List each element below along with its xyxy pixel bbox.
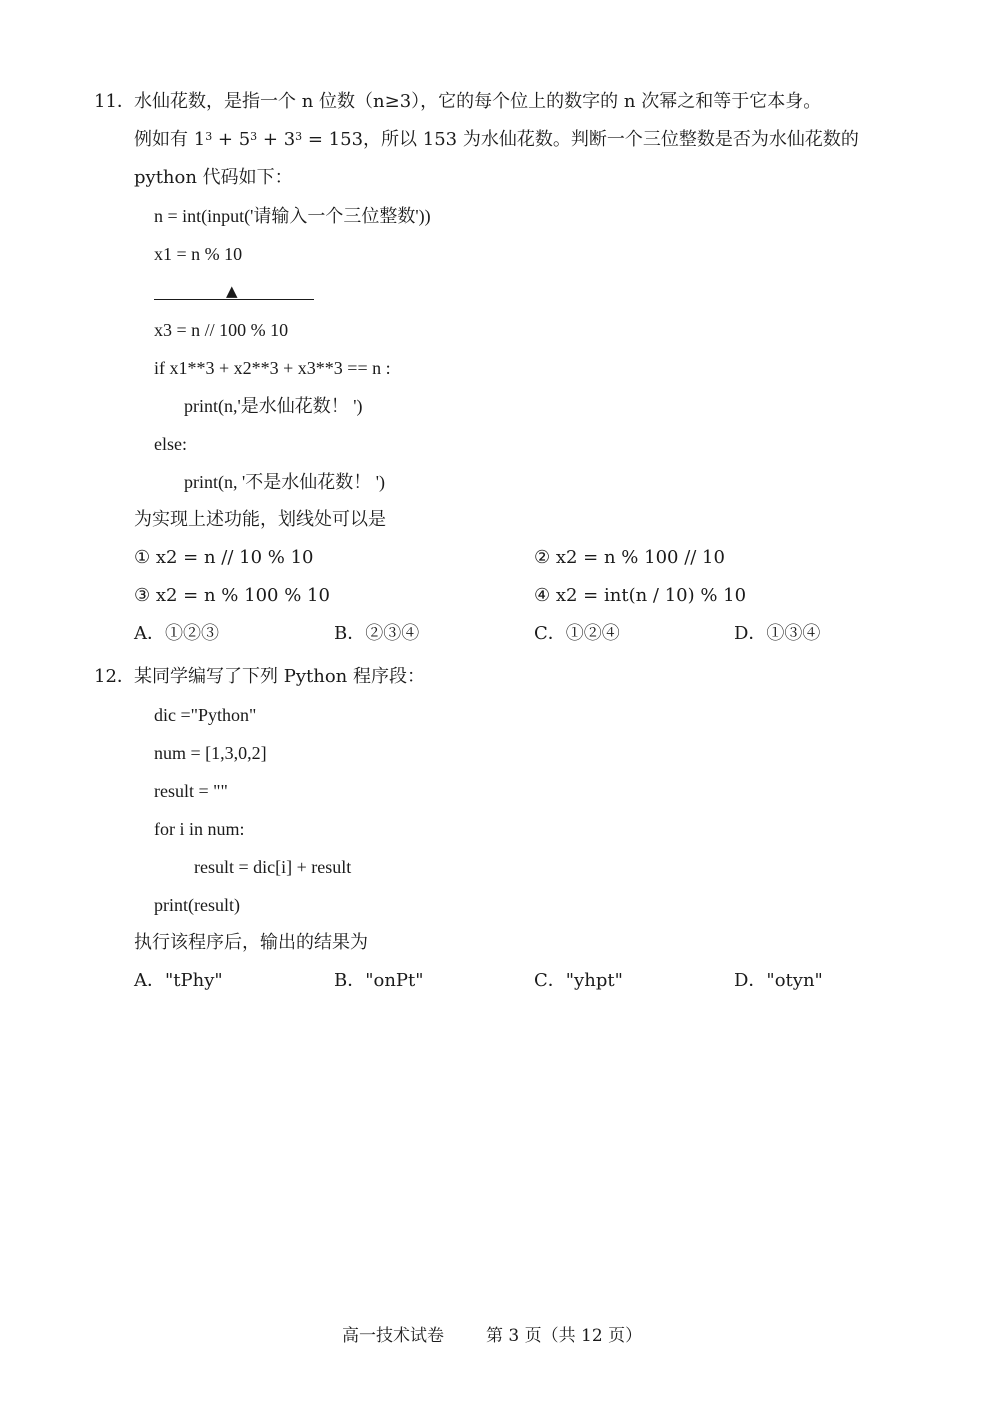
footer-page-number: 第 3 页（共 12 页） [486,1326,643,1346]
question-stem-line-3: python 代码如下： [134,167,293,188]
choice-d[interactable]: D．"otyn" [734,970,823,991]
code-line-2: num = [1,3,0,2] [154,743,267,763]
choice-c[interactable]: C．"yhpt" [534,970,623,991]
code-line-1: dic ="Python" [154,705,257,725]
choice-d[interactable]: D．①③④ [734,623,821,644]
code-line-3: x3 = n // 100 % 10 [154,320,289,340]
question-number: 12． [94,666,135,687]
question-prompt: 为实现上述功能，划线处可以是 [134,509,386,530]
code-line-7: print(n, '不是水仙花数！ ') [184,472,385,492]
question-stem: 某同学编写了下列 Python 程序段： [134,666,425,687]
statement-3: ③ x2 = n % 100 % 10 [134,585,330,606]
code-line-2: x1 = n % 10 [154,244,243,264]
choice-b[interactable]: B．②③④ [334,623,420,644]
footer-title: 高一技术试卷 [342,1326,444,1346]
code-line-6: else: [154,434,187,454]
question-prompt: 执行该程序后，输出的结果为 [134,932,368,953]
statement-1: ① x2 = n // 10 % 10 [134,547,314,568]
code-line-3: result = "" [154,781,228,801]
code-line-4: for i in num: [154,819,245,839]
code-line-6: print(result) [154,895,240,915]
question-stem-line-2: 例如有 $1^3 + 5^3 + 3^3 = 153$，所以 153 为水仙花数。判断一个三位整数是否为水仙花数的 [134,129,859,150]
question-number: 11． [94,91,135,112]
choice-c[interactable]: C．①②④ [534,623,620,644]
choice-a[interactable]: A．①②③ [134,623,219,644]
code-line-5: result = dic[i] + result [194,857,352,877]
choice-a[interactable]: A．"tPhy" [134,970,223,991]
statement-2: ② x2 = n % 100 // 10 [534,547,725,568]
question-stem-line-1: 水仙花数，是指一个 n 位数（n≥3），它的每个位上的数字的 n 次幂之和等于它本身。 [134,91,822,112]
statement-4: ④ x2 = int(n / 10) % 10 [534,585,747,606]
blank-triangle-marker: ▲ [226,282,238,300]
code-line-1: n = int(input('请输入一个三位整数')) [154,206,431,226]
code-line-5: print(n,'是水仙花数！ ') [184,396,363,416]
choice-b[interactable]: B．"onPt" [334,970,424,991]
code-line-4: if x1**3 + x2**3 + x3**3 == n : [154,358,391,378]
